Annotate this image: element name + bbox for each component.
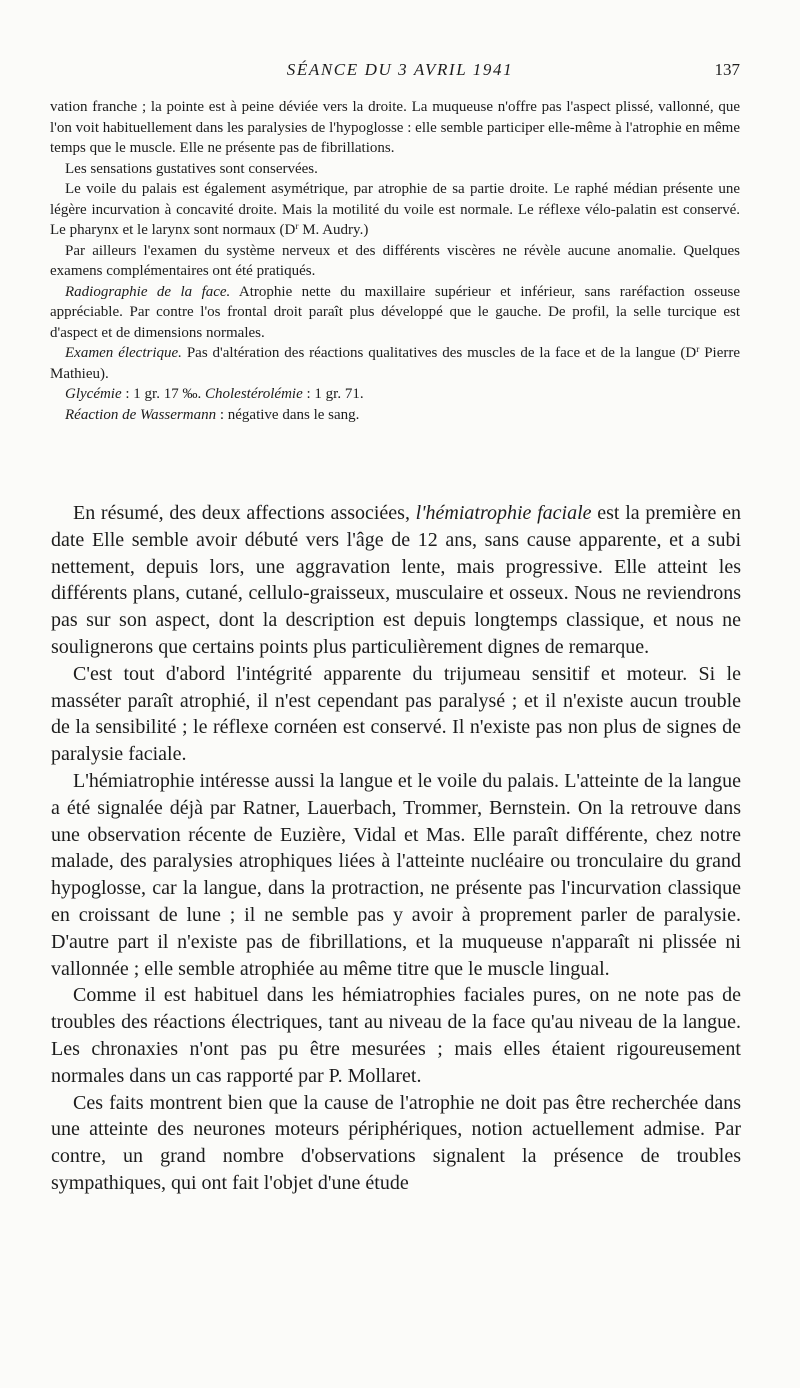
notes-paragraph-blood-tests [50, 384, 740, 405]
summary-text-end: est la première en date Elle semble avoir débuté vers l'âge de 12 ans, sans cause apparente, et a subi nettement, depuis lors, une aggravation lente, mais progressive. Elle atteint les différents plans, cutané, cellulo-graisseux, musculaire et osseux. Nous ne reviendrons pas sur son aspect, dont la description est depuis longtemps classique, et nous ne soulignerons que certains points plus particulièrement dignes de remarque. [51, 502, 741, 658]
doctor-abbrev-sup: r [696, 344, 700, 355]
page-number: 137 [714, 60, 740, 79]
wassermann-label: Réaction de Wassermann [65, 406, 217, 423]
glycemia-value: : 1 gr. 17 ‰. [121, 386, 205, 402]
palate-text-end: M. Audry.) [298, 222, 369, 238]
radiography-text: Atrophie nette du maxillaire supérieur et inférieur, sans raréfaction osseuse appréciable. Par contre l'os frontal droit paraît plus développé que le gauche. De profil, la selle turcique est d'aspect et de dimensions normales. [50, 283, 740, 341]
electrical-exam-text-end: Pierre Mathieu). [50, 345, 741, 382]
running-title: SÉANCE DU 3 AVRIL 1941 [286, 60, 514, 79]
palate-text: Le voile du palais est également asymétrique, par atrophie de sa partie droite. Le raphé médian présente une légère incurvation à concavité droite. Mais la motilité du voile est normale. Le réflexe vélo-palatin est conservé. Le pharynx et le larynx sont normaux (D [50, 181, 740, 238]
cholesterol-value: : 1 gr. 71. [302, 386, 364, 402]
notes-paragraph-radiography [50, 282, 740, 344]
notes-paragraph-electrical-exam [50, 343, 740, 384]
running-header [0, 60, 800, 84]
notes-paragraph-taste: Les sensations gustatives sont conservées. [65, 160, 318, 177]
radiography-label: Radiographie de la face. [65, 283, 231, 300]
summary-emphasis: l'hémiatrophie faciale [415, 502, 592, 524]
doctor-abbrev-sup: r [295, 221, 299, 232]
wassermann-result: : négative dans le sang. [216, 406, 360, 423]
tongue-palate-paragraph: L'hémiatrophie intéresse aussi la langue et le voile du palais. L'atteinte de la langue a été signalée déjà par Ratner, Lauerbach, Trommer, Bernstein. On la retrouve dans une observation récente de Euzière, Vidal et Mas. Elle paraît différente, chez notre malade, des paralysies atrophiques liées à l'atteinte nucléaire ou tronculaire du grand hypoglosse, car la langue, dans la protraction, ne présente pas l'incurvation classique en croissant de lune ; il ne semble pas y avoir à proprement parler de paralysie. D'autre part il n'existe pas de fibrillations, et la muqueuse n'apparaît ni plissée ni vallonnée ; elle semble atrophiée au même titre que le muscle lingual. [51, 769, 741, 980]
cholesterol-label: Cholestérolémie [204, 386, 303, 402]
electrical-reactions-paragraph: Comme il est habituel dans les hémiatrophies faciales pures, on ne note pas de troubles des réactions électriques, tant au niveau de la face qu'au niveau de la langue. Les chronaxies n'ont pas pu être mesurées ; mais elles étaient rigoureusement normales dans un cas rapporté par P. Mollaret. [51, 984, 741, 1087]
notes-paragraph-general-exam: Par ailleurs l'examen du système nerveux et des différents viscères ne révèle aucune anomalie. Quelques examens complémentaires ont été pratiqués. [50, 242, 740, 279]
main-text [51, 500, 741, 1197]
electrical-exam-text: Pas d'altération des réactions qualitatives des muscles de la face et de la langue (D [181, 345, 697, 361]
summary-text: En résumé, des deux affections associées, [73, 502, 416, 524]
notes-paragraph-wassermann [50, 405, 740, 426]
notes-paragraph-palate [50, 179, 740, 241]
case-notes [50, 97, 740, 425]
conclusion-paragraph: Ces faits montrent bien que la cause de l'atrophie ne doit pas être recherchée dans une atteinte des neurones moteurs périphériques, notion actuellement admise. Par contre, un grand nombre d'observations signalent la présence de troubles sympathiques, qui ont fait l'objet d'une étude [51, 1091, 741, 1194]
summary-paragraph [51, 500, 741, 661]
glycemia-label: Glycémie [65, 386, 122, 402]
electrical-exam-label: Examen électrique. [65, 345, 182, 361]
notes-paragraph-tongue: vation franche ; la pointe est à peine déviée vers la droite. La muqueuse n'offre pas l'aspect plissé, vallonné, que l'on voit habituellement dans les paralysies de l'hypoglosse : elle semble participer elle-même à l'atrophie en même temps que le muscle. Elle ne présente pas de fibrillations. [50, 99, 740, 156]
trigeminal-paragraph: C'est tout d'abord l'intégrité apparente du trijumeau sensitif et moteur. Si le masséter paraît atrophié, il n'est cependant pas paralysé ; et il n'existe aucun trouble de la sensibilité ; le réflexe cornéen est conservé. Il n'existe pas non plus de signes de paralysie faciale. [51, 662, 741, 766]
